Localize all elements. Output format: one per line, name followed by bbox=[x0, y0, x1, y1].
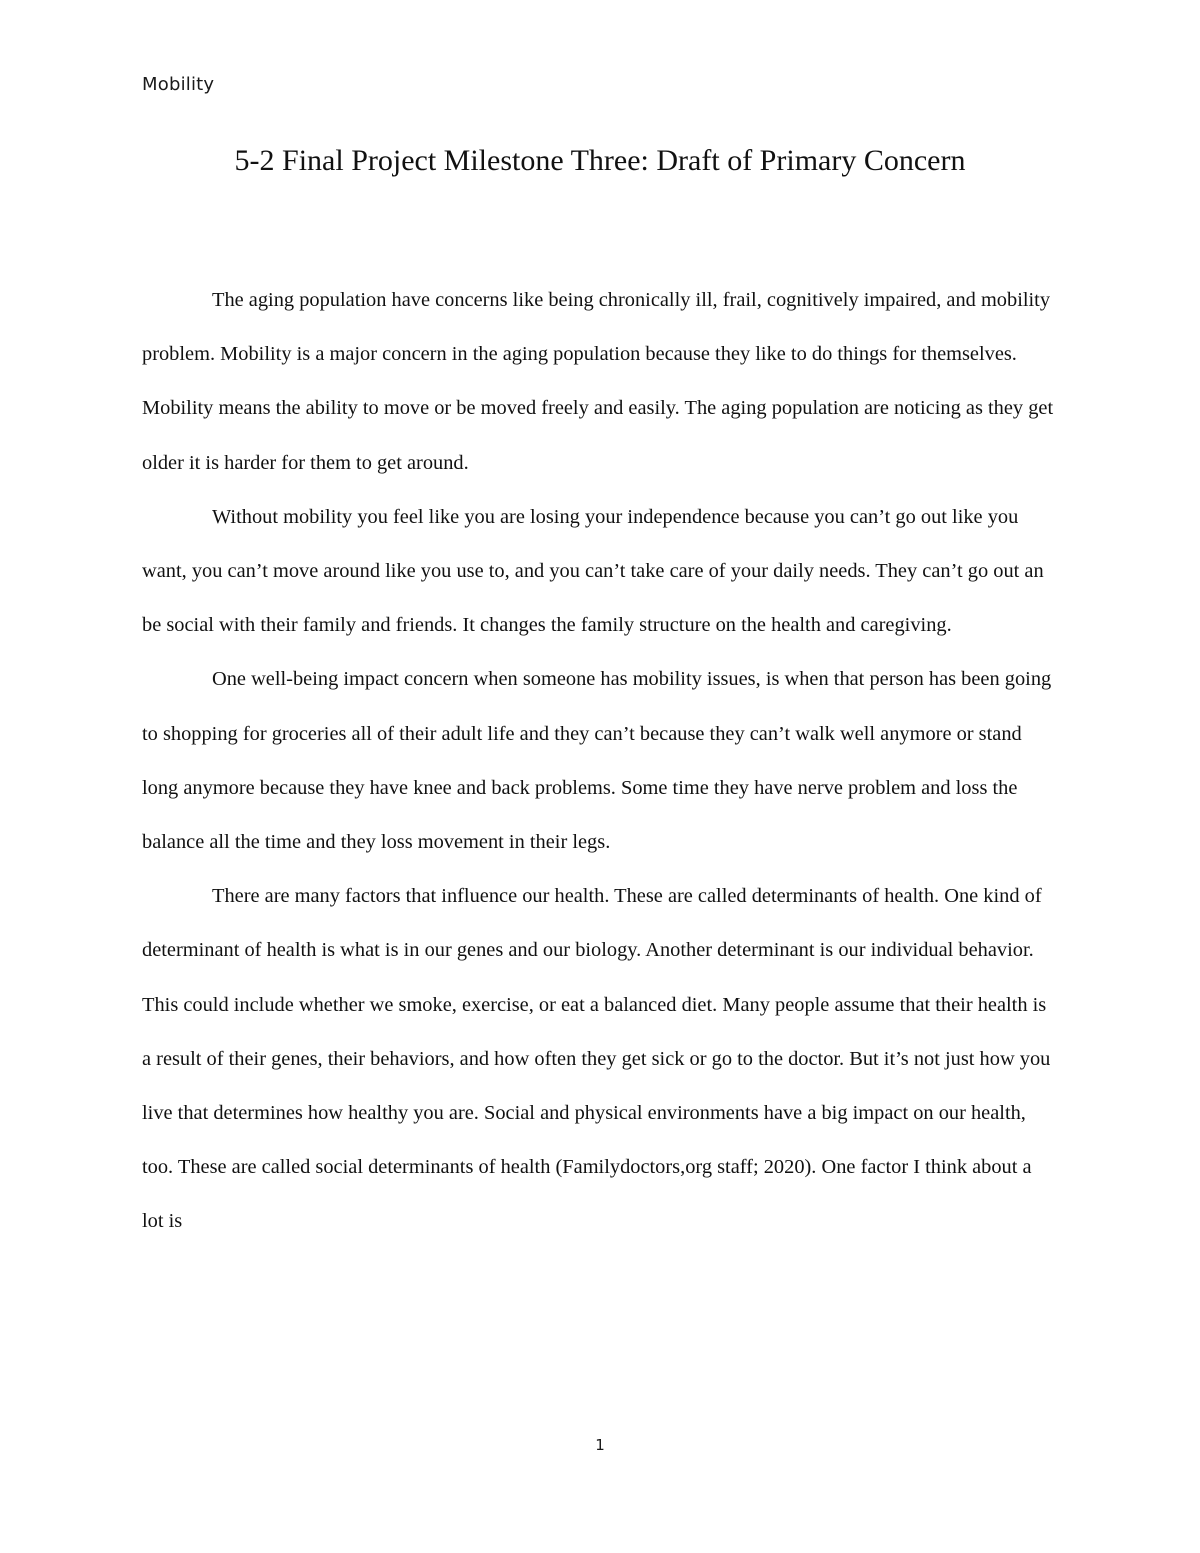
document-title: 5-2 Final Project Milestone Three: Draft of Primary Concern bbox=[234, 144, 966, 177]
running-head: Mobility bbox=[142, 74, 215, 95]
paragraph: Without mobility you feel like you are losing your independence because you can’t go out like you want, you can’t move around like you use to, and you can’t take care of your daily needs. They can’t go out an be social with their family and friends. It changes the family structure on the health and caregiving. bbox=[142, 505, 1044, 637]
document-body bbox=[142, 273, 1058, 1249]
paragraph: One well-being impact concern when someone has mobility issues, is when that person has been going to shopping for groceries all of their adult life and they can’t because they can’t walk well anymore or stand long anymore because they have knee and back problems. Some time they have nerve problem and loss the balance all the time and they loss movement in their legs. bbox=[142, 668, 1052, 854]
paragraph: There are many factors that influence our health. These are called determinants of health. One kind of determinant of health is what is in our genes and our biology. Another determinant is our individual behavior. This could include whether we smoke, exercise, or eat a balanced diet. Many people assume that their health is a result of their genes, their behaviors, and how often they get sick or go to the doctor. But it’s not just how you live that determines how healthy you are. Social and physical environments have a big impact on our health, too. These are called social determinants of health (Familydoctors,org staff; 2020). One factor I think about a lot is bbox=[142, 885, 1051, 1233]
page-number: 1 bbox=[595, 1436, 605, 1454]
paragraph: The aging population have concerns like being chronically ill, frail, cognitively impaired, and mobility problem. Mobility is a major concern in the aging population because they like to do things for themselves. Mobility means the ability to move or be moved freely and easily. The aging population are noticing as they get older it is harder for them to get around. bbox=[142, 289, 1054, 474]
